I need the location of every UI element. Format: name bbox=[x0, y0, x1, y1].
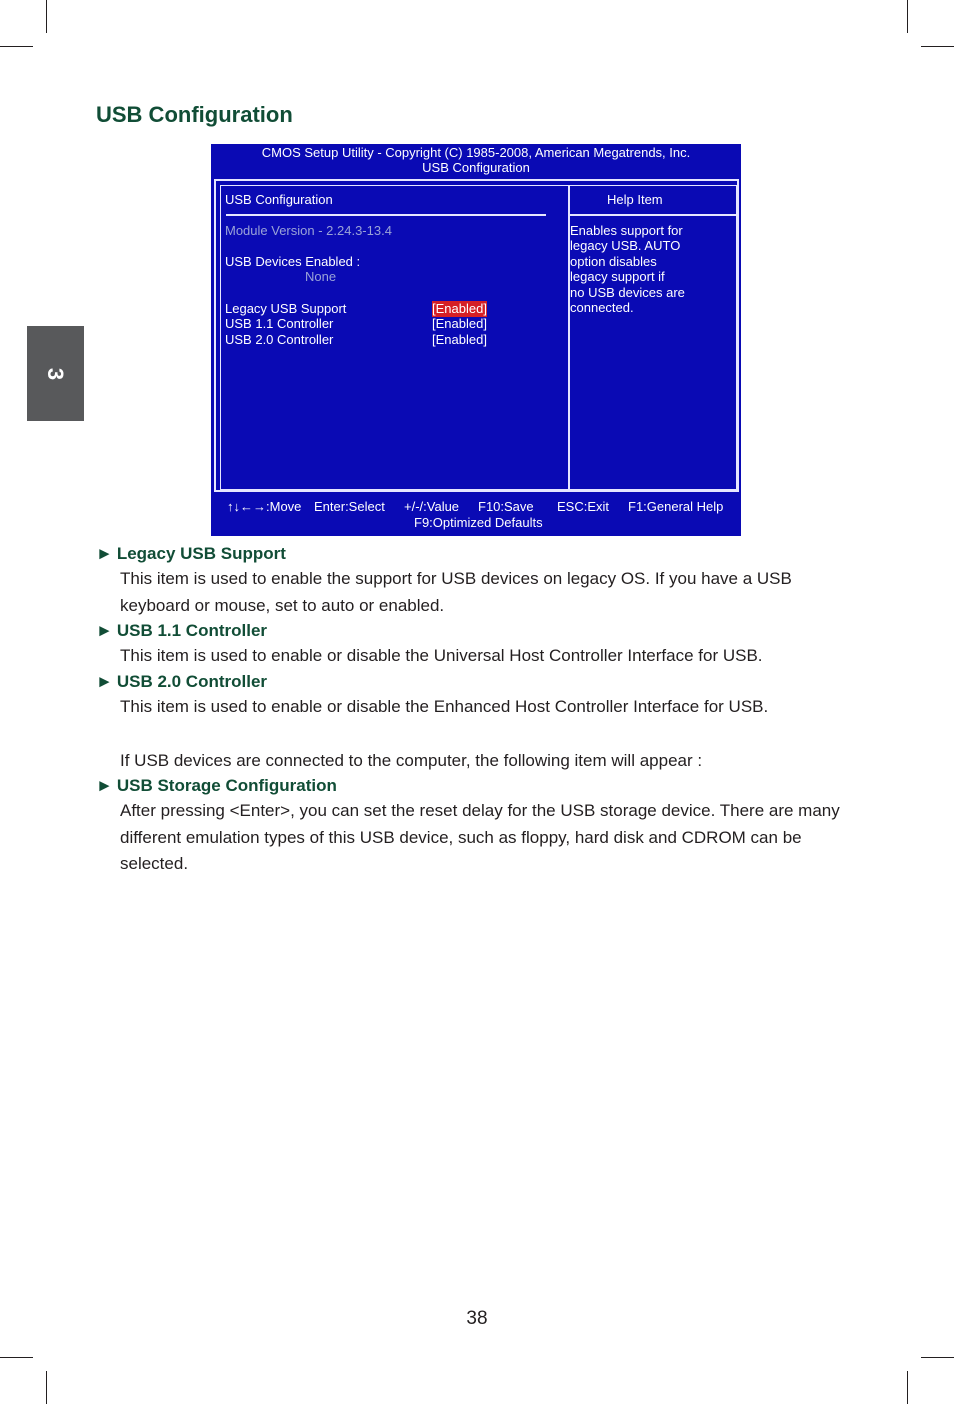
footer-defaults: F9:Optimized Defaults bbox=[414, 515, 543, 530]
bios-screenshot bbox=[211, 144, 741, 536]
section-title: USB 2.0 Controller bbox=[116, 672, 268, 691]
chapter-number: 3 bbox=[43, 367, 69, 380]
section-title: Legacy USB Support bbox=[116, 544, 286, 563]
bios-option-value[interactable]: [Enabled] bbox=[432, 332, 487, 347]
arrow-right-icon: ► bbox=[96, 776, 113, 795]
note-text: If USB devices are connected to the computer, the following item will appear : bbox=[120, 751, 703, 770]
section-heading bbox=[96, 774, 866, 798]
footer-help: F1:General Help bbox=[628, 499, 724, 514]
usb-devices-label: USB Devices Enabled : bbox=[225, 254, 361, 269]
help-line: no USB devices are bbox=[570, 285, 685, 300]
footer-save: F10:Save bbox=[478, 499, 534, 514]
section-title: USB Storage Configuration bbox=[116, 776, 337, 795]
section-title: USB 1.1 Controller bbox=[116, 621, 268, 640]
section-heading bbox=[96, 670, 866, 694]
bios-option-value[interactable]: [Enabled] bbox=[432, 316, 487, 331]
section-note bbox=[96, 748, 866, 775]
bios-left-title: USB Configuration bbox=[225, 192, 333, 207]
bios-frame bbox=[214, 179, 739, 492]
arrow-right-icon: ► bbox=[96, 621, 113, 640]
bios-option-label[interactable]: USB 2.0 Controller bbox=[225, 332, 334, 347]
footer-select: Enter:Select bbox=[314, 499, 385, 514]
crop-mark bbox=[0, 46, 33, 47]
crop-mark bbox=[907, 0, 908, 33]
arrow-right-icon: ► bbox=[96, 672, 113, 691]
crop-mark bbox=[921, 1357, 954, 1358]
page-number: 38 bbox=[466, 1308, 488, 1329]
help-title: Help Item bbox=[607, 192, 663, 207]
help-line: Enables support for bbox=[570, 223, 683, 238]
help-line: connected. bbox=[570, 300, 634, 315]
footer-exit: ESC:Exit bbox=[557, 499, 610, 514]
help-line: legacy support if bbox=[570, 269, 665, 284]
footer-value: +/-/:Value bbox=[404, 499, 460, 514]
help-rule bbox=[570, 214, 736, 216]
bios-header-subtitle: USB Configuration bbox=[422, 160, 530, 175]
section-legacy-usb bbox=[96, 542, 866, 619]
crop-mark bbox=[0, 1357, 33, 1358]
bios-header-title: CMOS Setup Utility - Copyright (C) 1985-2008, American Megatrends, Inc. bbox=[261, 145, 691, 160]
crop-mark bbox=[46, 0, 47, 33]
help-line: legacy USB. AUTO bbox=[570, 238, 681, 253]
page-title: USB Configuration bbox=[96, 102, 293, 127]
section-usb11 bbox=[96, 619, 866, 670]
bios-left-rule bbox=[226, 214, 546, 216]
section-body: This item is used to enable the support for USB devices on legacy OS. If you have a USB keyboard or mouse, set to auto or enabled. bbox=[120, 569, 792, 615]
bios-inner-frame bbox=[220, 185, 737, 490]
section-heading bbox=[96, 619, 866, 643]
section-body: After pressing <Enter>, you can set the reset delay for the USB storage device. There are many different emulation types of this USB device, such as floppy, hard disk and CDROM can be selected. bbox=[120, 801, 840, 873]
help-line: option disables bbox=[570, 254, 657, 269]
bios-option-label[interactable]: Legacy USB Support bbox=[225, 301, 347, 316]
module-version: Module Version - 2.24.3-13.4 bbox=[225, 223, 392, 238]
crop-mark bbox=[46, 1371, 47, 1404]
section-usb20 bbox=[96, 670, 866, 721]
section-body: This item is used to enable or disable the Universal Host Controller Interface for USB. bbox=[120, 646, 763, 665]
footer-move: ↑↓←→:Move bbox=[227, 499, 302, 514]
chapter-tab bbox=[27, 326, 84, 421]
section-heading bbox=[96, 542, 866, 566]
usb-devices-value: None bbox=[305, 269, 337, 284]
crop-mark bbox=[907, 1371, 908, 1404]
bios-option-label[interactable]: USB 1.1 Controller bbox=[225, 316, 334, 331]
arrow-right-icon: ► bbox=[96, 544, 113, 563]
bios-option-value[interactable]: [Enabled] bbox=[432, 301, 487, 316]
section-body: This item is used to enable or disable the Enhanced Host Controller Interface for USB. bbox=[120, 697, 769, 716]
section-usb-storage bbox=[96, 774, 866, 878]
crop-mark bbox=[921, 46, 954, 47]
